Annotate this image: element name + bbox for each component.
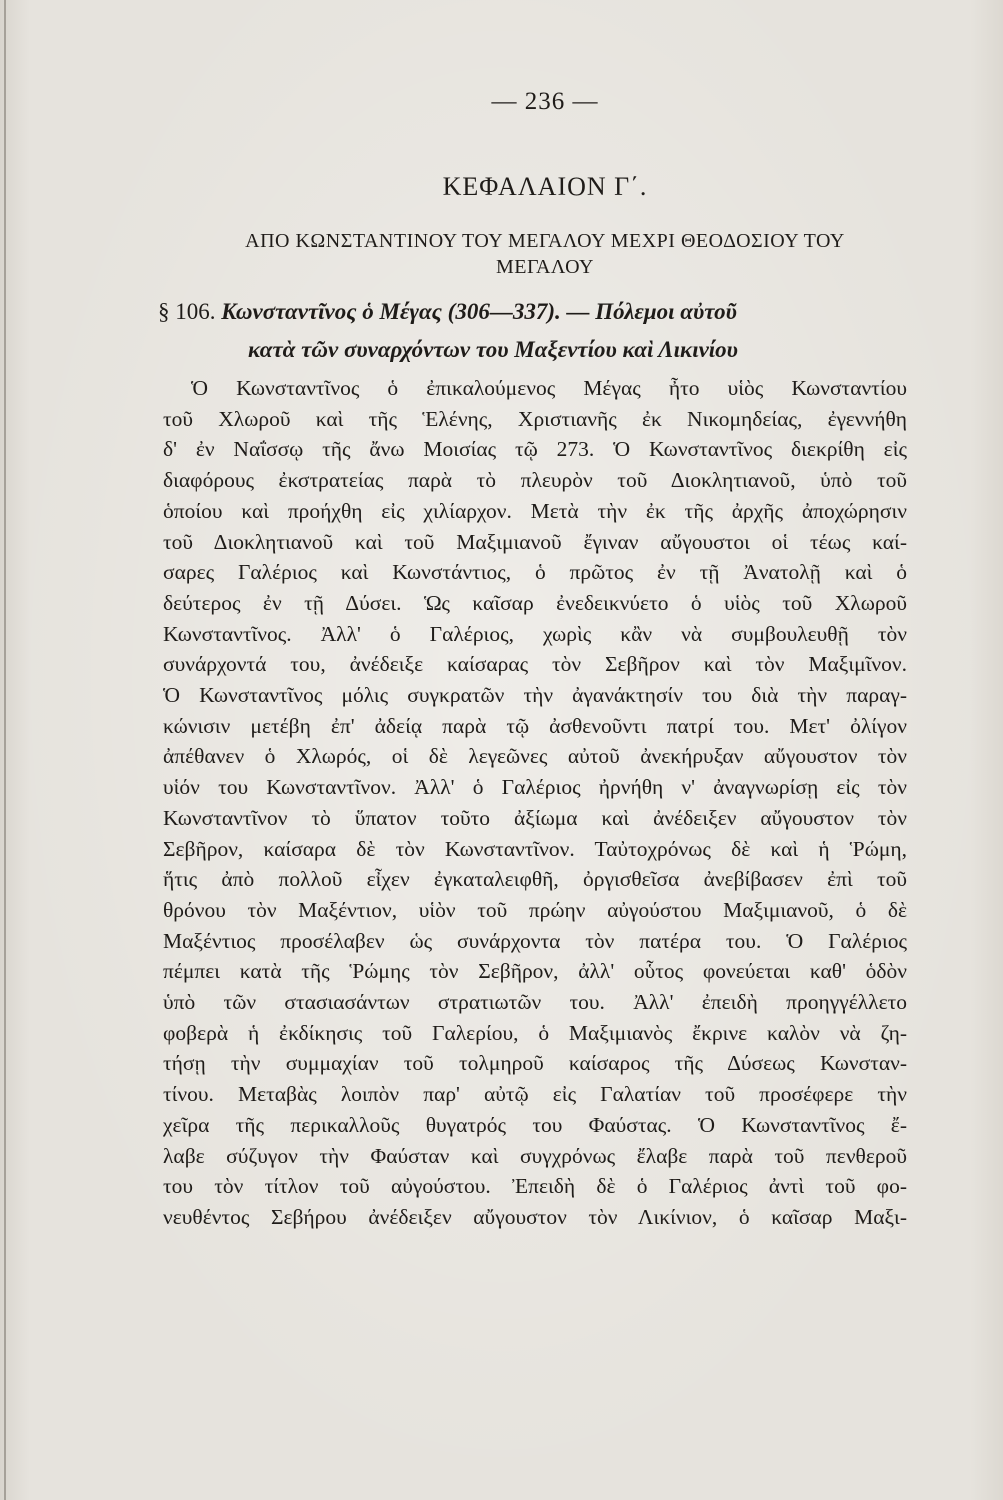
section-title: Κωνσταντῖνος ὁ Μέγας (306—337). — Πόλεμοι αὐτοῦ <box>221 299 737 324</box>
text-line: δ' ἐν Ναΐσσῳ τῆς ἄνω Μοισίας τῷ 273. Ὁ Κωνσταντῖνος διεκρίθη εἰς <box>163 437 907 462</box>
text-line: χεῖρα τῆς περικαλλοῦς θυγατρός του Φαύστας. Ὁ Κωνσταντῖνος ἔ- <box>163 1112 907 1137</box>
text-line: τοῦ Διοκλητιανοῦ καὶ τοῦ Μαξιμιανοῦ ἔγιναν αὔγουστοι οἱ τέως καί- <box>163 529 907 554</box>
section-heading <box>158 293 908 369</box>
text-line: συνάρχοντά του, ἀνέδειξε καίσαρας τὸν Σεβῆρον καὶ τὸν Μαξιμῖνον. <box>163 652 907 677</box>
text-line: Κωνσταντῖνον τὸ ὕπατον τοῦτο ἀξίωμα καὶ ἀνέδειξεν αὔγουστον τὸν <box>163 805 907 830</box>
section-title-line2: κατὰ τῶν συναρχόντων του Μαξεντίου καὶ Λικινίου <box>248 337 738 362</box>
body-text <box>163 373 907 1233</box>
text-line: του τὸν τίτλον τοῦ αὐγούστου. Ἐπειδὴ δὲ ὁ Γαλέριος ἀντὶ τοῦ φο- <box>163 1174 907 1199</box>
chapter-subtitle: ΑΠΟ ΚΩΝΣΤΑΝΤΙΝΟΥ ΤΟΥ ΜΕΓΑΛΟΥ ΜΕΧΡΙ ΘΕΟΔΟΣΙΟΥ ΤΟΥ ΜΕΓΑΛΟΥ <box>245 230 845 278</box>
page-number: — 236 — <box>491 88 599 115</box>
text-line: τίνου. Μεταβὰς λοιπὸν παρ' αὐτῷ εἰς Γαλατίαν τοῦ προσέφερε τὴν <box>163 1082 907 1107</box>
text-line: ὑπὸ τῶν στασιασάντων στρατιωτῶν του. Ἀλλ' ἐπειδὴ προηγγέλλετο <box>163 990 907 1015</box>
text-line: Κωνσταντῖνος. Ἀλλ' ὁ Γαλέριος, χωρὶς κἂν νὰ συμβουλευθῇ τὸν <box>163 621 907 646</box>
text-line: ὁποίου καὶ προήχθη εἰς χιλίαρχον. Μετὰ τὴν ἐκ τῆς ἀρχῆς ἀποχώρησιν <box>163 498 907 523</box>
page-edge <box>4 0 6 1500</box>
text-line: τοῦ Χλωροῦ καὶ τῆς Ἑλένης, Χριστιανῆς ἐκ Νικομηδείας, ἐγεννήθη <box>163 406 907 431</box>
text-line: Ὁ Κωνσταντῖνος ὁ ἐπικαλούμενος Μέγας ἦτο υἱὸς Κωνσταντίου <box>191 376 907 400</box>
text-line: Μαξέντιος προσέλαβεν ὡς συνάρχοντα τὸν πατέρα του. Ὁ Γαλέριος <box>163 928 907 953</box>
text-line: τήσῃ τὴν συμμαχίαν τοῦ τολμηροῦ καίσαρος τῆς Δύσεως Κωνσταν- <box>163 1051 907 1076</box>
text-line: διαφόρους ἐκστρατείας παρὰ τὸ πλευρὸν τοῦ Διοκλητιανοῦ, ὑπὸ τοῦ <box>163 468 907 493</box>
text-line: λαβε σύζυγον τὴν Φαύσταν καὶ συγχρόνως ἔλαβε παρὰ τοῦ πενθεροῦ <box>163 1143 907 1168</box>
text-line: θρόνου τὸν Μαξέντιον, υἱὸν τοῦ πρώην αὐγούστου Μαξιμιανοῦ, ὁ δὲ <box>163 897 907 922</box>
section-number: § 106. <box>158 299 216 324</box>
text-line: πέμπει κατὰ τῆς Ῥώμης τὸν Σεβῆρον, ἀλλ' οὗτος φονεύεται καθ' ὁδὸν <box>163 959 907 984</box>
text-line: σαρες Γαλέριος καὶ Κωνστάντιος, ὁ πρῶτος ἐν τῇ Ἀνατολῇ καὶ ὁ <box>163 560 907 585</box>
text-line: φοβερὰ ἡ ἐκδίκησις τοῦ Γαλερίου, ὁ Μαξιμιανὸς ἔκρινε καλὸν νὰ ζη- <box>163 1020 907 1045</box>
text-line: Σεβῆρον, καίσαρα δὲ τὸν Κωνσταντῖνον. Ταὐτοχρόνως δὲ καὶ ἡ Ῥώμη, <box>163 836 907 861</box>
chapter-title: ΚΕΦΑΛΑΙΟΝ Γ΄. <box>442 172 648 201</box>
text-line: νευθέντος Σεβήρου ἀνέδειξεν αὔγουστον τὸν Λικίνιον, ὁ καῖσαρ Μαξι- <box>163 1204 907 1229</box>
text-line: υἱόν του Κωνσταντῖνον. Ἀλλ' ὁ Γαλέριος ἠρνήθη ν' ἀναγνωρίσῃ εἰς τὸν <box>163 775 907 800</box>
text-line: Ὁ Κωνσταντῖνος μόλις συγκρατῶν τὴν ἀγανάκτησίν του διὰ τὴν παραγ- <box>163 683 907 708</box>
text-line: ἥτις ἀπὸ πολλοῦ εἶχεν ἐγκαταλειφθῆ, ὀργισθεῖσα ἀνεβίβασεν ἐπὶ τοῦ <box>163 867 907 892</box>
text-line: δεύτερος ἐν τῇ Δύσει. Ὡς καῖσαρ ἐνεδεικνύετο ὁ υἱὸς τοῦ Χλωροῦ <box>163 590 907 615</box>
text-line: κώνισιν μετέβη ἐπ' ἀδείᾳ παρὰ τῷ ἀσθενοῦντι πατρί του. Μετ' ὀλίγον <box>163 713 907 738</box>
text-line: ἀπέθανεν ὁ Χλωρός, οἱ δὲ λεγεῶνες αὐτοῦ ἀνεκήρυξαν αὔγουστον τὸν <box>163 744 907 769</box>
